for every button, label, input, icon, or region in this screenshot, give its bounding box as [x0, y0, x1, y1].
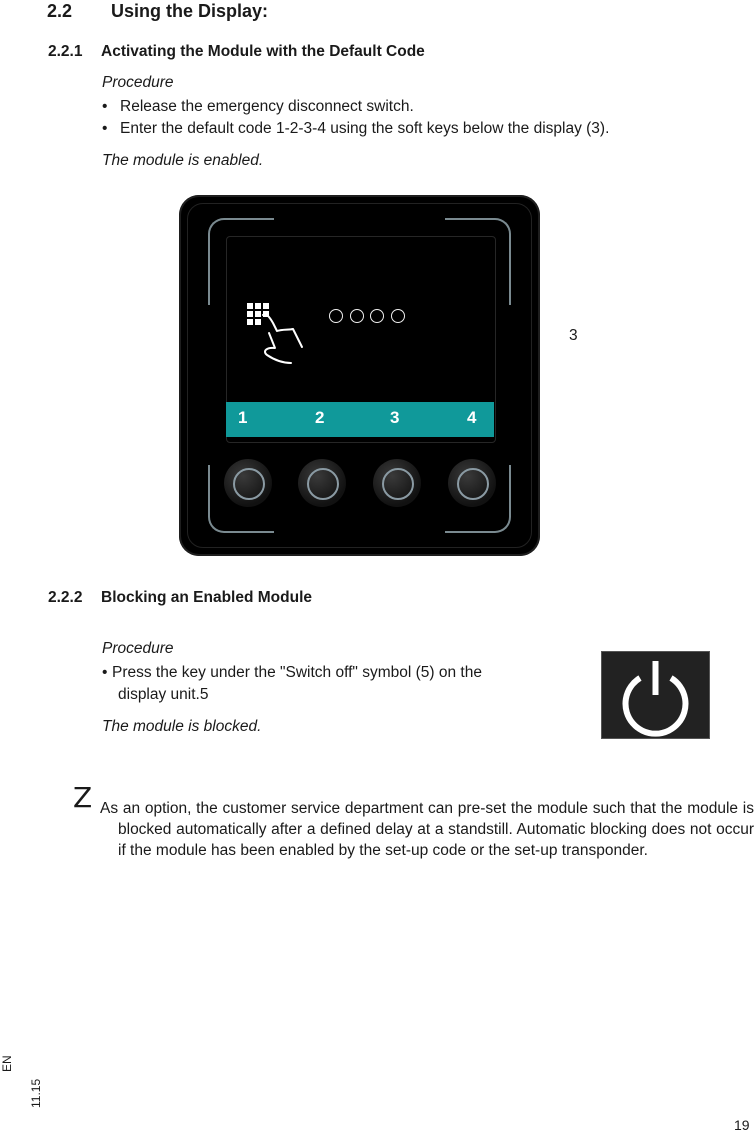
- pin-dot-1: [329, 309, 343, 323]
- softkey-label-bar: [226, 402, 494, 437]
- softkey-label-2: 2: [315, 408, 325, 427]
- pin-dot-2: [350, 309, 364, 323]
- note-text: As an option, the customer service department can pre-set the module such that the module is blocked automatically after a defined delay at a standstill. Automatic blocking does not occur if the module has been enabled by the set-up code or the set-up transponder.: [100, 800, 754, 859]
- section-number: 2.2: [47, 1, 73, 21]
- softkey-label-4: 4: [467, 408, 477, 427]
- subsection-number: 2.2.1: [48, 43, 83, 60]
- footer-language: EN: [0, 1055, 14, 1072]
- switch-off-symbol: [601, 651, 710, 739]
- note-icon: Z: [73, 781, 93, 814]
- subsection-heading-blocking: [48, 589, 312, 607]
- procedure-steps: [102, 96, 742, 140]
- subsection-number: 2.2.2: [48, 589, 83, 606]
- procedure-steps: • Press the key under the "Switch off" symbol (5) on the display unit.5: [102, 662, 562, 706]
- bullet: •: [102, 98, 108, 115]
- softkey-4[interactable]: [448, 459, 496, 507]
- section-heading: [47, 1, 268, 22]
- display-unit-figure: [179, 195, 540, 556]
- section-title: Using the Display:: [111, 1, 269, 21]
- softkey-1[interactable]: [224, 459, 272, 507]
- step-item: • Enter the default code 1-2-3-4 using the soft keys below the display (3).: [102, 118, 742, 140]
- softkey-3[interactable]: [373, 459, 421, 507]
- procedure-label: Procedure: [102, 74, 174, 91]
- subsection-title: Blocking an Enabled Module: [101, 589, 312, 606]
- power-icon: [602, 652, 709, 738]
- step-item: • Press the key under the "Switch off" symbol (5) on the: [102, 662, 562, 684]
- procedure-label: Procedure: [102, 640, 174, 657]
- step-item: • Release the emergency disconnect switch.: [102, 96, 742, 118]
- subsection-heading-activating: [48, 43, 425, 61]
- bullet: •: [102, 664, 108, 681]
- bullet: •: [102, 120, 108, 137]
- keypad-touch-icon: [247, 303, 317, 368]
- result-text: The module is blocked.: [102, 718, 262, 735]
- footer-date: 11.15: [29, 1078, 43, 1108]
- softkey-2[interactable]: [298, 459, 346, 507]
- page-number: 19: [734, 1117, 750, 1133]
- subsection-title: Activating the Module with the Default Code: [101, 43, 425, 60]
- pin-dot-3: [370, 309, 384, 323]
- result-text: The module is enabled.: [102, 152, 264, 169]
- pin-dot-4: [391, 309, 405, 323]
- softkey-label-1: 1: [238, 408, 248, 427]
- figure-callout: 3: [569, 327, 578, 344]
- softkey-label-3: 3: [390, 408, 400, 427]
